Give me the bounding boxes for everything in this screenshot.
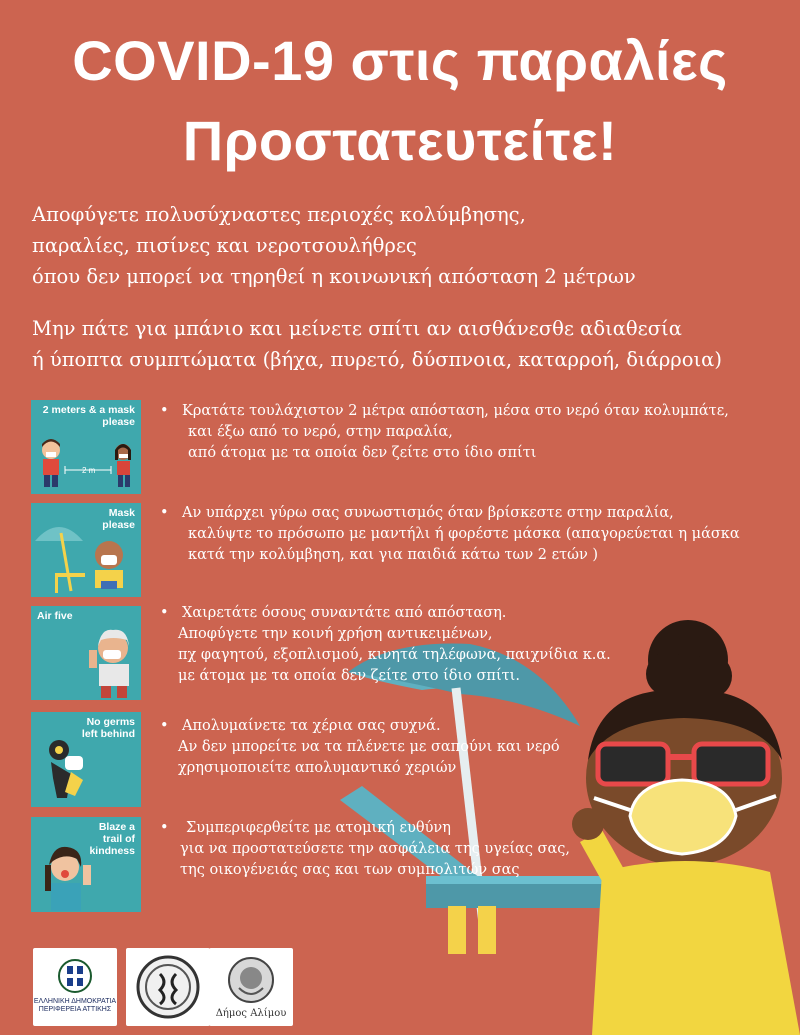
tip-line: της οικογένειάς σας και των συμπολιτών σας xyxy=(180,862,520,878)
tip-line: Κρατάτε τουλάχιστον 2 μέτρα απόσταση, μέσα στο νερό όταν κολυμπάτε, xyxy=(182,403,729,419)
tip-line: καλύψτε το πρόσωπο με μαντήλι ή φορέστε μάσκα (απαγορεύεται η μάσκα xyxy=(188,526,740,542)
logo3-text: Δήμος Αλίμου xyxy=(215,1008,287,1019)
tip-line: κατά την κολύμβηση, και για παιδιά κάτω των 2 ετών ) xyxy=(188,547,599,563)
logo1-line: ΕΛΛΗΝΙΚΗ ΔΗΜΟΚΡΑΤΙΑ xyxy=(33,998,117,1005)
intro-paragraph-1 xyxy=(32,199,636,292)
tip-text-no-germs xyxy=(160,716,560,779)
tile-caption xyxy=(82,716,135,740)
tip-text-kindness xyxy=(160,818,570,881)
logo1-text xyxy=(33,998,117,1014)
bullet-point: • xyxy=(160,820,169,836)
intro-line: παραλίες, πισίνες και νεροτσουλήθρες xyxy=(32,234,417,257)
tile-caption-line: No germs xyxy=(86,716,135,728)
logo1-line: ΠΕΡΙΦΕΡΕΙΑ ΑΤΤΙΚΗΣ xyxy=(38,1006,112,1013)
logo-emblem-seal xyxy=(126,948,210,1026)
tip-text-distance xyxy=(160,401,729,464)
distance-label: 2 m xyxy=(82,466,96,475)
tip-tile-no-germs xyxy=(31,712,141,807)
intro-line: όπου δεν μπορεί να τηρηθεί η κοινωνική απόσταση 2 μέτρων xyxy=(32,265,636,288)
intro-line: ή ύποπτα συμπτώματα (βήχα, πυρετό, δύσπνοια, καταρροή, διάρροια) xyxy=(32,348,722,371)
tip-line: και έξω από το νερό, στην παραλία, xyxy=(188,424,453,440)
tile-caption-line: Blaze a xyxy=(98,821,135,833)
tip-tile-distance xyxy=(31,400,141,494)
tile-caption xyxy=(89,821,135,857)
tile-caption xyxy=(43,404,135,428)
tile-caption-line: please xyxy=(102,416,135,428)
bullet-point: • xyxy=(160,505,169,521)
tile-caption-line: trail of xyxy=(102,833,135,845)
bullet-point: • xyxy=(160,605,169,621)
tip-text-air-five xyxy=(160,603,611,687)
intro-line: Μην πάτε για μπάνιο και μείνετε σπίτι αν αισθάνεσθε αδιαθεσία xyxy=(32,317,682,340)
tile-caption-line: kindness xyxy=(89,845,135,857)
tip-text-mask xyxy=(160,503,740,566)
tip-line: Αν υπάρχει γύρω σας συνωστισμός όταν βρίσκεστε στην παραλία, xyxy=(182,505,674,521)
tip-tile-kindness xyxy=(31,817,141,912)
tile-caption-line: please xyxy=(102,519,135,531)
tip-tile-air-five xyxy=(31,606,141,700)
tile-caption-line: left behind xyxy=(81,728,135,740)
tip-line: Απολυμαίνετε τα χέρια σας συχνά. xyxy=(182,718,441,734)
tile-caption-line: Air five xyxy=(37,610,73,622)
logo-municipality-alimos xyxy=(209,948,293,1026)
tip-line: με άτομα με τα οποία δεν ζείτε στο ίδιο σπίτι. xyxy=(178,668,520,684)
tip-line: χρησιμοποιείτε απολυμαντικό χεριών xyxy=(178,760,457,776)
poster-title: COVID-19 στις παραλίες xyxy=(72,29,728,92)
logo-region-attica xyxy=(33,948,117,1026)
intro-line: Αποφύγετε πολυσύχναστες περιοχές κολύμβησης, xyxy=(32,203,526,226)
tip-tile-mask xyxy=(31,503,141,597)
tip-line: από άτομα με τα οποία δεν ζείτε στο ίδιο σπίτι xyxy=(188,445,537,461)
tip-line: Αν δεν μπορείτε να τα πλένετε με σαπούνι και νερό xyxy=(178,739,560,755)
tip-line: Αποφύγετε την κοινή χρήση αντικειμένων, xyxy=(178,626,493,642)
seal-icon xyxy=(126,948,210,1026)
tile-caption-line: 2 meters & a mask xyxy=(42,404,135,416)
intro-paragraph-2 xyxy=(32,313,722,375)
tip-line: Συμπεριφερθείτε με ατομική ευθύνη xyxy=(186,820,451,836)
bullet-point: • xyxy=(160,403,169,419)
poster-subtitle: Προστατευτείτε! xyxy=(182,109,618,172)
tip-line: για να προστατεύσετε την ασφάλεια της υγείας σας, xyxy=(180,841,570,857)
tile-caption xyxy=(102,507,135,531)
tile-caption xyxy=(37,610,73,622)
tip-line: πχ φαγητού, εξοπλισμού, κινητά τηλέφωνα, παιχνίδια κ.α. xyxy=(178,647,611,663)
tile-caption-line: Mask xyxy=(108,507,135,519)
bullet-point: • xyxy=(160,718,169,734)
greek-emblem-icon xyxy=(33,948,117,1026)
tip-line: Χαιρετάτε όσους συναντάτε από απόσταση. xyxy=(182,605,507,621)
